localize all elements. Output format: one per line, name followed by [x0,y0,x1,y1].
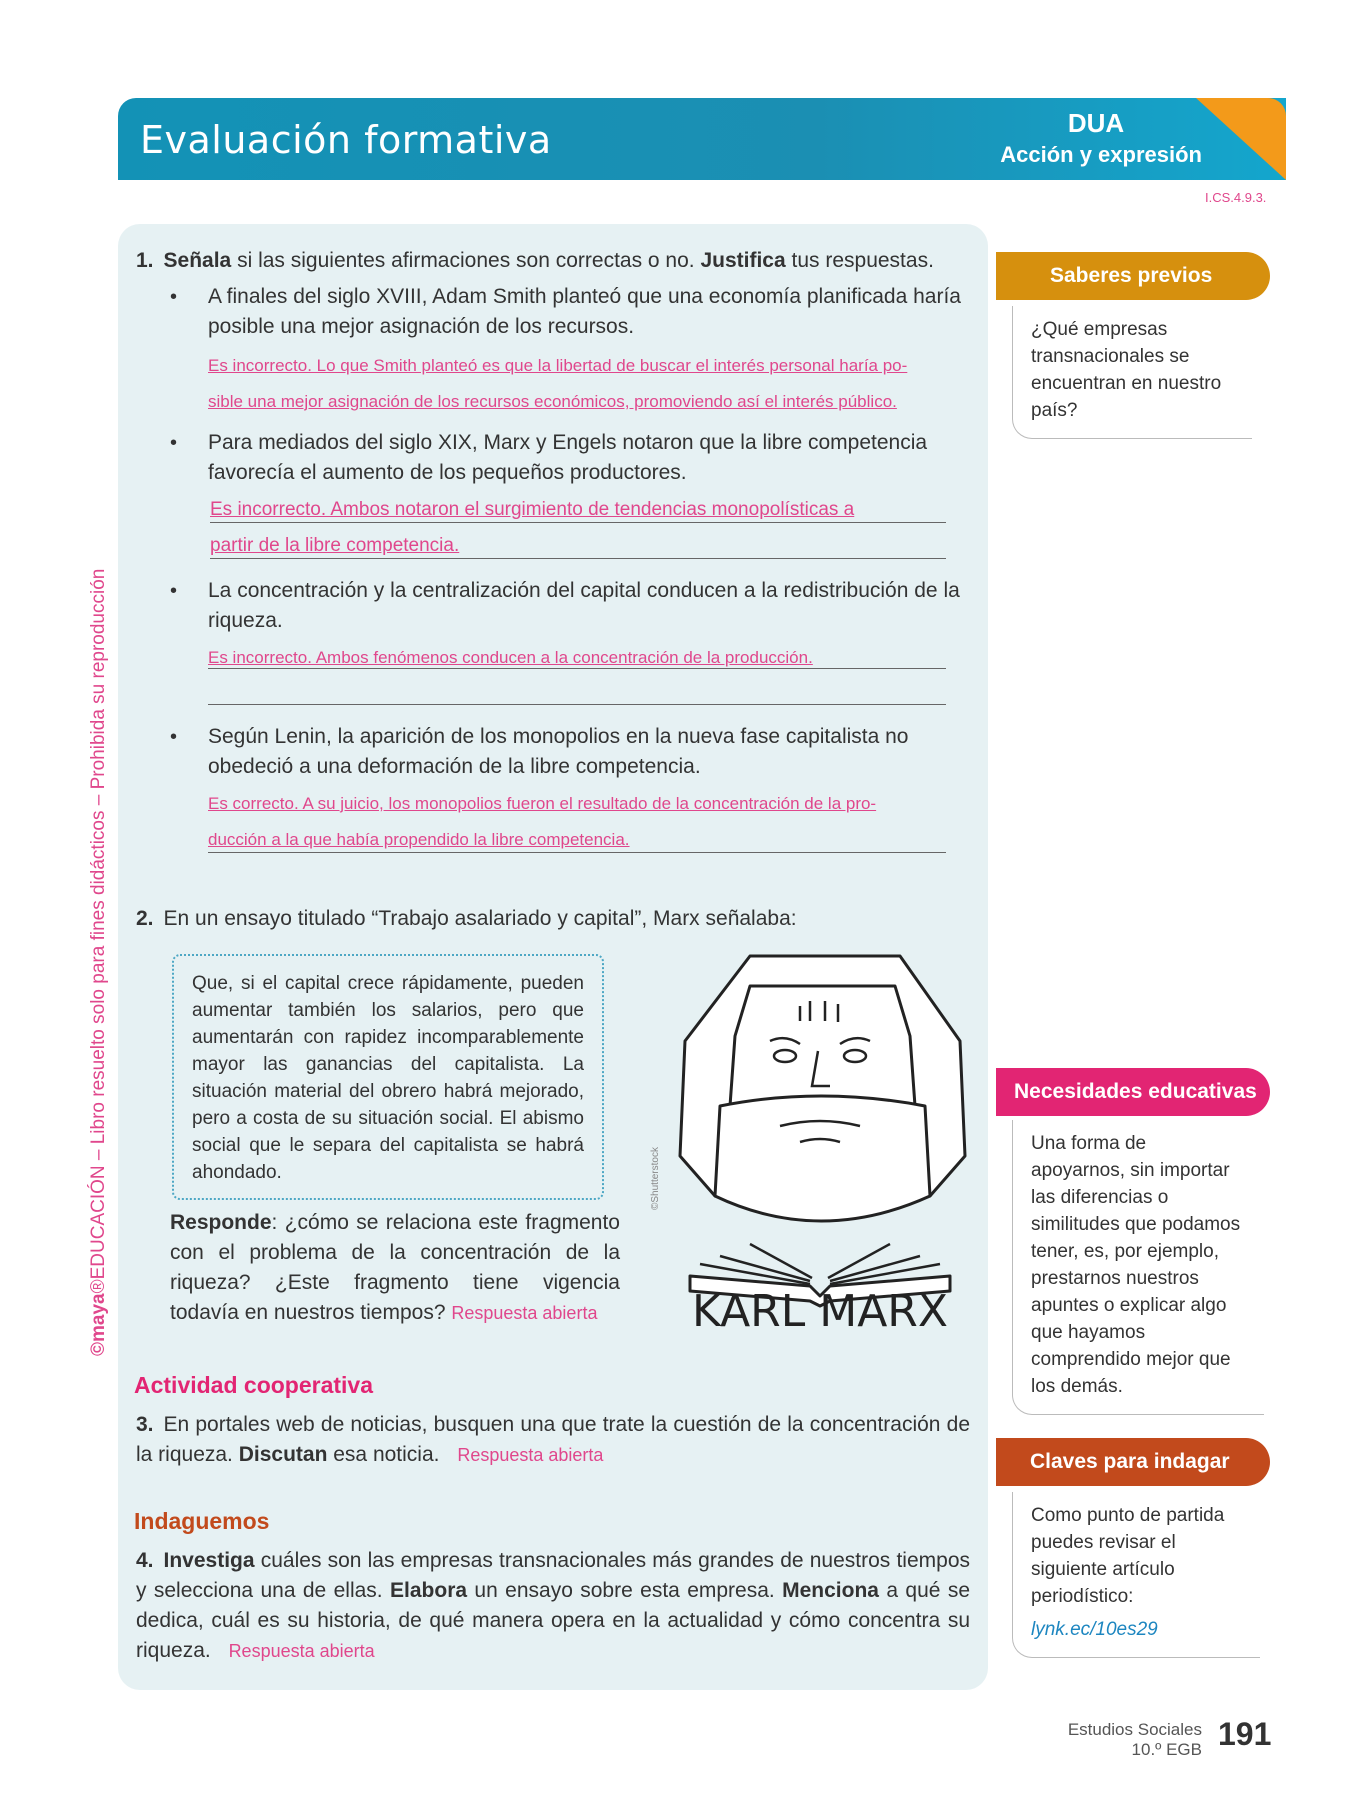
footer-subject [1068,1720,1202,1760]
answer-line [208,852,946,853]
page-title: Evaluación formativa [140,118,552,162]
header-banner [118,98,1286,180]
answer-line [210,558,946,559]
answer-1b-text: sible una mejor asignación de los recursos económicos, promoviendo así el interés público. [208,392,897,411]
claves-link[interactable]: lynk.ec/10es29 [1031,1619,1158,1640]
q1-verb: Señala [163,249,232,272]
illustration-caption: KARL MARX [691,1286,949,1331]
q3-text-b: esa noticia. [327,1443,440,1466]
copyright-brand: ©maya [88,1293,109,1356]
statement-4: Según Lenin, la aparición de los monopolios en la nueva fase capitalista no obedeció a una deformación de la libre competencia. [208,725,909,778]
question-number: 4. [136,1549,154,1572]
saberes-previos-text: ¿Qué empresas transnacionales se encuentran en nuestro país? [1012,306,1252,439]
question-1 [136,246,996,276]
section-actividad-cooperativa: Actividad cooperativa [134,1372,374,1398]
q3-answer: Respuesta abierta [457,1445,604,1465]
q2-text: En un ensayo titulado “Trabajo asalariado y capital”, Marx señalaba: [163,907,797,930]
claves-para-indagar-tab: Claves para indagar [996,1438,1270,1486]
statement-3: La concentración y la centralización del capital conducen a la redistribución de la riqueza. [208,579,960,632]
saberes-previos-tab: Saberes previos [996,252,1270,300]
statement-1: A finales del siglo XVIII, Adam Smith planteó que una economía planificada haría posible una mejor asignación de los recursos. [208,285,961,338]
curriculum-code: I.CS.4.9.3. [1205,190,1267,205]
answer-4a-text: Es correcto. A su juicio, los monopolios fueron el resultado de la concentración de la pro- [208,794,877,813]
copyright-text: ®EDUCACIÓN – Libro resuelto solo para fines didácticos – Prohibida su reproducción [88,568,109,1294]
dua-block [986,98,1286,180]
dua-orange-corner [1196,98,1286,180]
beard-outline [715,1096,930,1221]
dua-title: DUA [1067,108,1125,138]
q1-text-mid: si las siguientes afirmaciones son correctas o no. [231,249,701,272]
answer-2a-text: Es incorrecto. Ambos notaron el surgimiento de tendencias monopolísticas a [210,499,855,520]
page-number: 191 [1218,1716,1272,1752]
answer-2b-text: partir de la libre competencia. [210,535,460,556]
face-outline [730,986,915,1106]
marx-quote: Que, si el capital crece rápidamente, pueden aumentar también los salarios, pero que aumentarán con rapidez incomparablemente mayor las ganancias del capitalista. La situación material del obrero habrá mejorado, pero a costa de su situación social. El abismo social que le separa del capitalista se habrá ahondado. [172,954,604,1200]
karl-marx-illustration [660,946,980,1331]
answer-1b [208,384,950,420]
q2-respond [170,1208,620,1328]
answer-line [210,522,946,523]
copyright-vertical [88,569,110,1356]
answer-3a [208,640,950,676]
answer-1a-text: Es incorrecto. Lo que Smith planteó es que la libertad de buscar el interés personal haría po- [208,356,908,375]
q4-verb1: Investiga [163,1549,255,1572]
q1-verb2: Justifica [700,249,786,272]
section-indaguemos: Indaguemos [134,1508,270,1534]
q4-verb2: Elabora [390,1579,468,1602]
respond-label: Responde [170,1211,272,1234]
question-3 [136,1410,970,1470]
answer-4a [208,786,950,822]
necesidades-educativas-text: Una forma de apoyarnos, sin importar las diferencias o similitudes que podamos tener, es, por ejemplo, prestarnos nuestros apuntes o explicar algo que hayamos comprendido mejor que los demás. [1012,1120,1264,1415]
q4-text-3: a qué se dedica, cuál es su historia, de qué manera opera en la actualidad y cómo concentra su riqueza. [136,1579,970,1662]
claves-text: Como punto de partida puedes revisar el siguiente artículo periodístico: [1031,1505,1225,1607]
q4-text-2: un ensayo sobre esta empresa. [467,1579,783,1602]
answer-line [208,704,946,705]
q4-text-1: cuáles son las empresas transnacionales más grandes de nuestros tiempos y selecciona una de ellas. [136,1549,970,1602]
respond-text: : ¿cómo se relaciona este fragmento con el problema de la concentración de la riqueza? ¿Este fragmento tiene vigencia todavía en nuestros tiempos? [170,1211,620,1324]
statement-2: Para mediados del siglo XIX, Marx y Engels notaron que la libre competencia favorecía el aumento de los pequeños productores. [208,431,928,484]
dua-subtitle: Acción y expresión [1000,142,1202,167]
question-2 [136,904,976,934]
q1-text-end: tus respuestas. [785,249,934,272]
bullet-icon: • [170,580,178,602]
footer-grade: 10.º EGB [1131,1740,1202,1759]
answer-line [208,668,946,669]
footer-subject-text: Estudios Sociales [1067,1720,1202,1739]
q4-verb3: Menciona [782,1579,879,1602]
question-4 [136,1546,970,1666]
q3-text-a: En portales web de noticias, busquen una que trate la cuestión de la concentración de la riqueza. [136,1413,970,1466]
q2-answer: Respuesta abierta [451,1303,598,1323]
bullet-icon: • [170,286,178,308]
question-number: 3. [136,1413,154,1436]
claves-para-indagar-box [1012,1492,1260,1658]
answer-4b-text: ducción a la que había propendido la libre competencia. [208,830,630,849]
question-number: 1. [136,249,154,272]
image-credit: ©Shutterstock [650,1147,661,1210]
q4-answer: Respuesta abierta [228,1641,375,1661]
question-number: 2. [136,907,154,930]
answer-1a [208,348,950,384]
bullet-icon: • [170,432,178,454]
bullet-icon: • [170,726,178,748]
q3-verb: Discutan [238,1443,328,1466]
necesidades-educativas-tab: Necesidades educativas [996,1068,1270,1116]
answer-3a-text: Es incorrecto. Ambos fenómenos conducen a la concentración de la producción. [208,648,813,667]
